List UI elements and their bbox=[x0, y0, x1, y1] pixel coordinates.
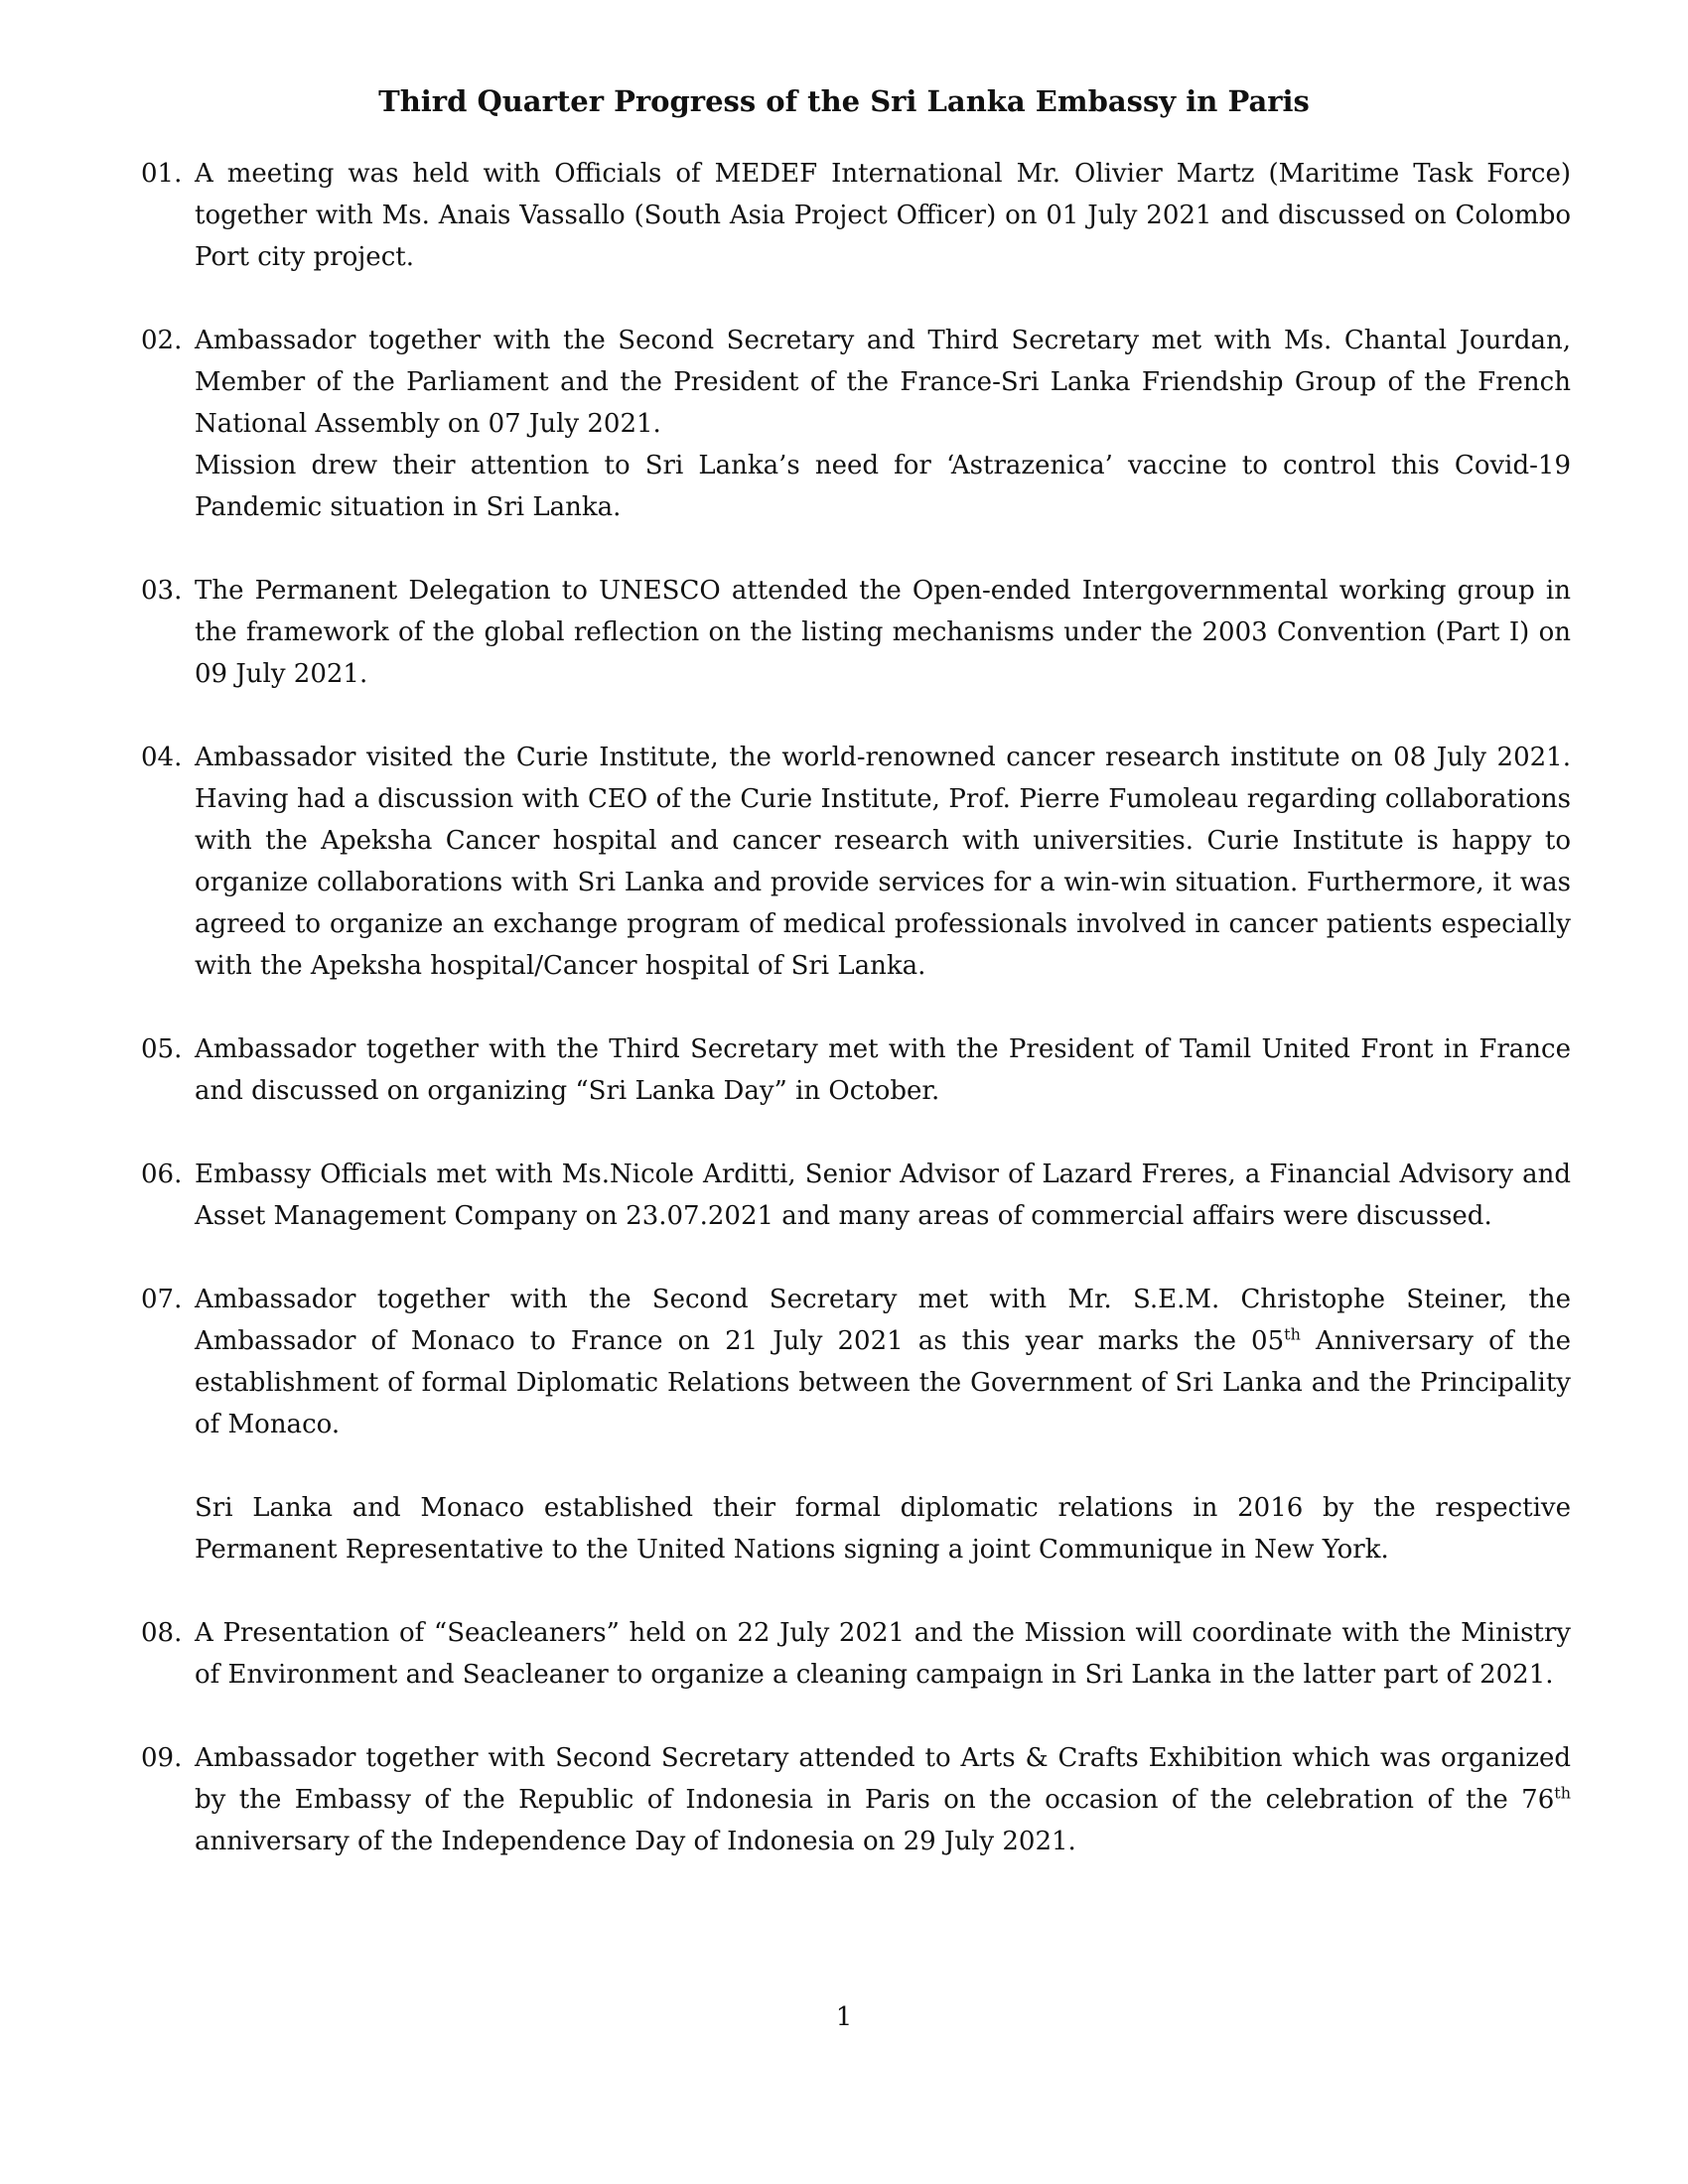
item-number: 01. bbox=[141, 159, 183, 189]
item-number: 06. bbox=[141, 1160, 183, 1189]
item-number: 05. bbox=[141, 1034, 183, 1064]
list-item bbox=[141, 153, 1571, 278]
item-text: Ambassador together with the Second Secretary and Third Secretary met with Ms. Chantal Jourdan, Member of the Parliament and the President of the France-Sri Lanka Friendship Group of the French National Assembly on 07 July 2021. bbox=[195, 326, 1571, 439]
list-item bbox=[141, 1154, 1571, 1237]
item-text-part: Ambassador together with the Second Secretary met with Mr. S.E.M. Christophe Steiner, the Ambassador of Monaco to France on 21 July 2021 as this year marks the 05 bbox=[195, 1285, 1571, 1356]
ordinal-suffix: th bbox=[1554, 1783, 1571, 1803]
item-text: Ambassador together with the Third Secretary met with the President of Tamil United Front in France and discussed on organizing “Sri Lanka Day” in October. bbox=[195, 1034, 1571, 1106]
item-text-part: Ambassador together with Second Secretary attended to Arts & Crafts Exhibition which was organized by the Embassy of the Republic of Indonesia in Paris on the occasion of the celebration of the 76 bbox=[195, 1743, 1571, 1815]
item-text-part: anniversary of the Independence Day of Indonesia on 29 July 2021. bbox=[195, 1827, 1076, 1856]
list-item bbox=[141, 1612, 1571, 1696]
list-item bbox=[141, 1737, 1571, 1862]
item-number: 02. bbox=[141, 326, 183, 355]
item-number: 03. bbox=[141, 576, 183, 606]
item-text: A meeting was held with Officials of MEDEF International Mr. Olivier Martz (Maritime Task Force) together with Ms. Anais Vassallo (South Asia Project Officer) on 01 July 2021 and discussed on Colombo Port city project. bbox=[195, 159, 1571, 272]
item-text: Sri Lanka and Monaco established their formal diplomatic relations in 2016 by the respective Permanent Representative to the United Nations signing a joint Communique in New York. bbox=[195, 1493, 1571, 1565]
item-text: Ambassador visited the Curie Institute, the world-renowned cancer research institute on 08 July 2021. Having had a discussion with CEO of the Curie Institute, Prof. Pierre Fumoleau regarding collaborations with the Apeksha Cancer hospital and cancer research with universities. Curie Institute is happy to organize collaborations with Sri Lanka and provide services for a win-win situation. Furthermore, it was agreed to organize an exchange program of medical professionals involved in cancer patients especially with the Apeksha hospital/Cancer hospital of Sri Lanka. bbox=[195, 743, 1571, 981]
item-number: 09. bbox=[141, 1743, 183, 1773]
page-title: Third Quarter Progress of the Sri Lanka Embassy in Paris bbox=[378, 84, 1310, 118]
ordinal-suffix: th bbox=[1284, 1324, 1301, 1344]
item-text: Mission drew their attention to Sri Lanka’s need for ‘Astrazenica’ vaccine to control this Covid-19 Pandemic situation in Sri Lanka. bbox=[195, 451, 1571, 522]
list-item bbox=[141, 570, 1571, 695]
item-text-part: Anniversary of the establishment of formal Diplomatic Relations between the Government of Sri Lanka and the Principality of Monaco. bbox=[195, 1326, 1571, 1439]
item-number: 04. bbox=[141, 743, 183, 772]
list-item bbox=[141, 320, 1571, 528]
list-item bbox=[141, 1028, 1571, 1112]
page-number: 1 bbox=[835, 2002, 853, 2032]
item-text: Embassy Officials met with Ms.Nicole Arditti, Senior Advisor of Lazard Freres, a Financial Advisory and Asset Management Company on 23.07.2021 and many areas of commercial affairs were discussed. bbox=[195, 1160, 1571, 1231]
item-number: 07. bbox=[141, 1285, 183, 1314]
item-text: A Presentation of “Seacleaners” held on 22 July 2021 and the Mission will coordinate with the Ministry of Environment and Seacleaner to organize a cleaning campaign in Sri Lanka in the latter part of 2021. bbox=[195, 1618, 1571, 1690]
item-text bbox=[195, 1737, 1571, 1862]
progress-list bbox=[141, 153, 1571, 1904]
list-item bbox=[141, 737, 1571, 987]
item-number: 08. bbox=[141, 1618, 183, 1648]
item-text bbox=[195, 1279, 1571, 1445]
list-item bbox=[141, 1279, 1571, 1570]
item-text: The Permanent Delegation to UNESCO attended the Open-ended Intergovernmental working group in the framework of the global reflection on the listing mechanisms under the 2003 Convention (Part I) on 09 July 2021. bbox=[195, 576, 1571, 689]
